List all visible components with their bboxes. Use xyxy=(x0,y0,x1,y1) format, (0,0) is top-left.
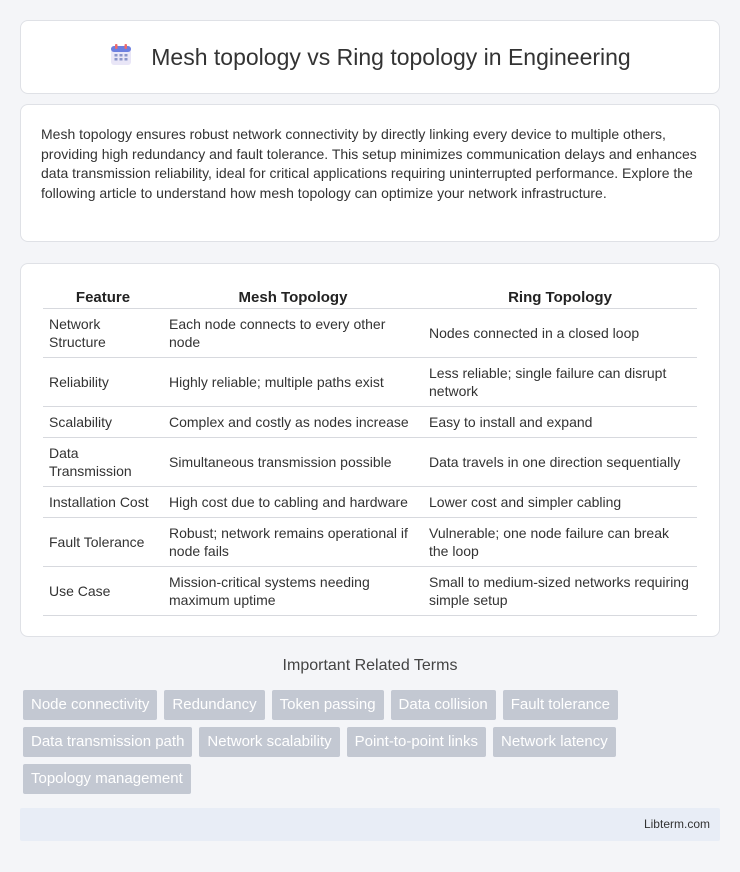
mesh-cell: Highly reliable; multiple paths exist xyxy=(163,358,423,407)
comparison-table-card xyxy=(20,263,720,637)
table-row xyxy=(43,358,697,407)
mesh-cell: High cost due to cabling and hardware xyxy=(163,487,423,518)
ring-cell: Small to medium-sized networks requiring simple setup xyxy=(423,567,697,616)
feature-cell: Use Case xyxy=(43,567,163,616)
related-term-tag[interactable]: Data collision xyxy=(391,690,496,720)
ring-cell: Easy to install and expand xyxy=(423,407,697,438)
feature-cell: Scalability xyxy=(43,407,163,438)
related-term-tag[interactable]: Node connectivity xyxy=(23,690,157,720)
ring-cell: Data travels in one direction sequentially xyxy=(423,438,697,487)
feature-cell: Network Structure xyxy=(43,309,163,358)
ring-cell: Vulnerable; one node failure can break the loop xyxy=(423,518,697,567)
feature-cell: Fault Tolerance xyxy=(43,518,163,567)
page-title: Mesh topology vs Ring topology in Engineering xyxy=(151,43,631,70)
mesh-cell: Each node connects to every other node xyxy=(163,309,423,358)
related-term-tag[interactable]: Redundancy xyxy=(164,690,264,720)
mesh-cell: Complex and costly as nodes increase xyxy=(163,407,423,438)
mesh-cell: Robust; network remains operational if node fails xyxy=(163,518,423,567)
title-card xyxy=(20,20,720,94)
footer xyxy=(20,808,720,841)
feature-cell: Data Transmission xyxy=(43,438,163,487)
related-terms-list xyxy=(23,690,723,794)
mesh-cell: Simultaneous transmission possible xyxy=(163,438,423,487)
feature-cell: Reliability xyxy=(43,358,163,407)
intro-card xyxy=(20,104,720,242)
column-header-feature: Feature xyxy=(43,286,163,309)
footer-site-link[interactable]: Libterm.com xyxy=(643,817,710,831)
mesh-cell: Mission-critical systems needing maximum uptime xyxy=(163,567,423,616)
related-term-tag[interactable]: Network latency xyxy=(493,727,616,757)
ring-cell: Nodes connected in a closed loop xyxy=(423,309,697,358)
calendar-icon xyxy=(109,43,133,72)
related-terms-title: Important Related Terms xyxy=(282,657,458,674)
table-row xyxy=(43,487,697,518)
ring-cell: Less reliable; single failure can disrupt network xyxy=(423,358,697,407)
related-term-tag[interactable]: Data transmission path xyxy=(23,727,192,757)
related-term-tag[interactable]: Token passing xyxy=(272,690,384,720)
table-row xyxy=(43,438,697,487)
table-row xyxy=(43,309,697,358)
ring-cell: Lower cost and simpler cabling xyxy=(423,487,697,518)
comparison-table xyxy=(43,286,697,616)
related-term-tag[interactable]: Point-to-point links xyxy=(347,727,486,757)
related-term-tag[interactable]: Topology management xyxy=(23,764,191,794)
table-row xyxy=(43,518,697,567)
table-row xyxy=(43,567,697,616)
related-term-tag[interactable]: Network scalability xyxy=(199,727,339,757)
column-header-ring: Ring Topology xyxy=(423,286,697,309)
feature-cell: Installation Cost xyxy=(43,487,163,518)
intro-text: Mesh topology ensures robust network connectivity by directly linking every device to multiple others, providing high redundancy and fault tolerance. This setup minimizes communication delays and enhances data transmission reliability, ideal for critical applications requiring uninterrupted performance. Explore the following article to understand how mesh topology can optimize your network infrastructure. xyxy=(41,126,697,201)
column-header-mesh: Mesh Topology xyxy=(163,286,423,309)
related-term-tag[interactable]: Fault tolerance xyxy=(503,690,618,720)
table-header-row xyxy=(43,286,697,309)
table-row xyxy=(43,407,697,438)
